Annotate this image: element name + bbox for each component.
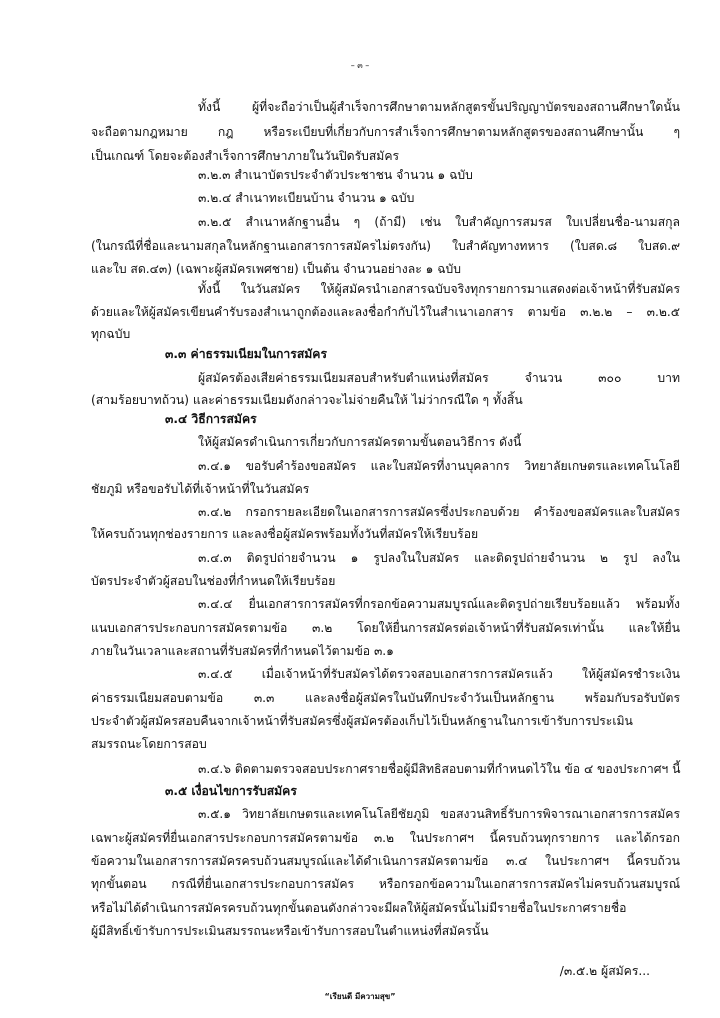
footer-motto: “เรียนดี มีความสุข” [324,992,396,1001]
step-3-4-5-line: สมรรถนะโดยการสอบ [91,737,207,751]
certify-line: ทุกฉบับ [91,327,131,341]
section-3-5-line: ทุกขั้นตอน กรณีที่ยื่นเอกสารประกอบการสมัคร หรือกรอกข้อความในเอกสารการสมัครไม่ครบถ้วนสมบูรณ์ [91,877,680,891]
item-3-2-5-line: ๓.๒.๕ สำเนาหลักฐานอื่น ๆ (ถ้ามี) เช่น ใบสำคัญการสมรส ใบเปลี่ยนชื่อ-นามสกุล [198,215,680,229]
certify-line: ด้วยและให้ผู้สมัครเขียนคำรับรองสำเนาถูกต้องและลงชื่อกำกับไว้ในสำเนาเอกสาร ตามข้อ ๓.๒.๒ – ๓.๒.๕ [91,305,680,319]
certify-line: ทั้งนี้ ในวันสมัคร ให้ผู้สมัครนำเอกสารฉบับจริงทุกรายการมาแสดงต่อเจ้าหน้าที่รับสมัคร [198,282,680,296]
step-3-4-2-line: ๓.๔.๒ กรอกรายละเอียดในเอกสารการสมัครซึ่งประกอบด้วย คำร้องขอสมัครและใบสมัคร [198,505,680,519]
item-3-2-5-line: และใบ สด.๔๓) (เฉพาะผู้สมัครเพศชาย) เป็นต้น จำนวนอย่างละ ๑ ฉบับ [91,262,461,276]
section-3-5-heading: ๓.๕ เงื่อนไขการรับสมัคร [165,784,297,798]
step-3-4-5-line: ๓.๔.๕ เมื่อเจ้าหน้าที่รับสมัครได้ตรวจสอบเอกสารการสมัครแล้ว ให้ผู้สมัครชำระเงิน [198,667,680,681]
section-3-5-line: หรือไม่ได้ดำเนินการสมัครครบถ้วนทุกขั้นตอนดังกล่าวจะมีผลให้ผู้สมัครนั้นไม่มีรายชื่อในประกาศรายชื่อ [91,901,627,915]
item-3-2-3: ๓.๒.๓ สำเนาบัตรประจำตัวประชาชน จำนวน ๑ ฉบับ [198,168,473,182]
step-3-4-1-line: ๓.๔.๑ ขอรับคำร้องขอสมัคร และใบสมัครที่งานบุคลากร วิทยาลัยเกษตรและเทคโนโลยี [198,459,680,473]
item-3-2-4: ๓.๒.๔ สำเนาทะเบียนบ้าน จำนวน ๑ ฉบับ [198,191,415,205]
section-3-5-line: ข้อความในเอกสารการสมัครครบถ้วนสมบูรณ์และได้ดำเนินการสมัครตามข้อ ๓.๔ ในประกาศฯ นี้ครบถ้วน [91,854,680,868]
section-3-3-line: ผู้สมัครต้องเสียค่าธรรมเนียมสอบสำหรับตำแหน่งที่สมัคร จำนวน ๓๐๐ บาท [198,371,680,385]
step-3-4-5-line: ประจำตัวผู้สมัครสอบคืนจากเจ้าหน้าที่รับสมัครซึ่งผู้สมัครต้องเก็บไว้เป็นหลักฐานในการเข้ารับการประเมิน [91,714,633,728]
step-3-4-1-line: ชัยภูมิ หรือขอรับได้ที่เจ้าหน้าที่ในวันสมัคร [91,482,310,496]
intro-line: จะถือตามกฎหมาย กฎ หรือระเบียบที่เกี่ยวกับการสำเร็จการศึกษาตามหลักสูตรของสถานศึกษานั้น ๆ [91,125,680,139]
step-3-4-3-line: ๓.๔.๓ ติดรูปถ่ายจำนวน ๑ รูปลงในใบสมัคร และติดรูปถ่ายจำนวน ๒ รูป ลงใน [198,551,680,565]
step-3-4-4-line: ๓.๔.๔ ยื่นเอกสารการสมัครที่กรอกข้อความสมบูรณ์และติดรูปถ่ายเรียบร้อยแล้ว พร้อมทั้ง [198,597,680,611]
step-3-4-6-line: ๓.๔.๖ ติดตามตรวจสอบประกาศรายชื่อผู้มีสิทธิสอบตามที่กำหนดไว้ใน ข้อ ๔ ของประกาศฯ นี้ [198,762,681,776]
continued-marker: /๓.๕.๒ ผู้สมัคร... [559,964,650,978]
section-3-5-line: เฉพาะผู้สมัครที่ยื่นเอกสารประกอบการสมัครตามข้อ ๓.๒ ในประกาศฯ นี้ครบถ้วนทุกรายการ และได้กรอก [91,831,680,845]
step-3-4-2-line: ให้ครบถ้วนทุกช่องรายการ และลงชื่อผู้สมัครพร้อมทั้งวันที่สมัครให้เรียบร้อย [91,527,479,541]
section-3-4-intro: ให้ผู้สมัครดำเนินการเกี่ยวกับการสมัครตามขั้นตอนวิธีการ ดังนี้ [198,435,522,449]
step-3-4-5-line: ค่าธรรมเนียมสอบตามข้อ ๓.๓ และลงชื่อผู้สมัครในบันทึกประจำวันเป็นหลักฐาน พร้อมกับรอรับบัตร [91,691,680,705]
section-3-5-line: ๓.๕.๑ วิทยาลัยเกษตรและเทคโนโลยีชัยภูมิ ขอสงวนสิทธิ์รับการพิจารณาเอกสารการสมัคร [198,807,680,821]
step-3-4-4-line: แนบเอกสารประกอบการสมัครตามข้อ ๓.๒ โดยให้ยื่นการสมัครต่อเจ้าหน้าที่รับสมัครเท่านั้น และให้ยื่น [91,621,680,635]
step-3-4-4-line: ภายในวันเวลาและสถานที่รับสมัครที่กำหนดไว้ตามข้อ ๓.๑ [91,644,394,658]
page-number: – ๓ – [350,61,370,70]
section-3-5-line: ผู้มีสิทธิ์เข้ารับการประเมินสมรรถนะหรือเข้ารับการสอบในตำแหน่งที่สมัครนั้น [91,924,489,938]
section-3-3-heading: ๓.๓ ค่าธรรมเนียมในการสมัคร [165,347,327,361]
section-3-4-heading: ๓.๔ วิธีการสมัคร [165,412,257,426]
intro-line: เป็นเกณฑ์ โดยจะต้องสำเร็จการศึกษาภายในวันปิดรับสมัคร [91,149,400,163]
intro-line: ทั้งนี้ ผู้ที่จะถือว่าเป็นผู้สำเร็จการศึกษาตามหลักสูตรขั้นปริญญาบัตรของสถานศึกษาใดนั้น [198,100,680,114]
section-3-3-line: (สามร้อยบาทถ้วน) และค่าธรรมเนียมดังกล่าวจะไม่จ่ายคืนให้ ไม่ว่ากรณีใด ๆ ทั้งสิ้น [91,393,523,407]
item-3-2-5-line: (ในกรณีที่ชื่อและนามสกุลในหลักฐานเอกสารการสมัครไม่ตรงกัน) ใบสำคัญทางทหาร (ใบสด.๘ ใบสด.๙ [91,239,680,253]
step-3-4-3-line: บัตรประจำตัวผู้สอบในช่องที่กำหนดให้เรียบร้อย [91,574,336,588]
